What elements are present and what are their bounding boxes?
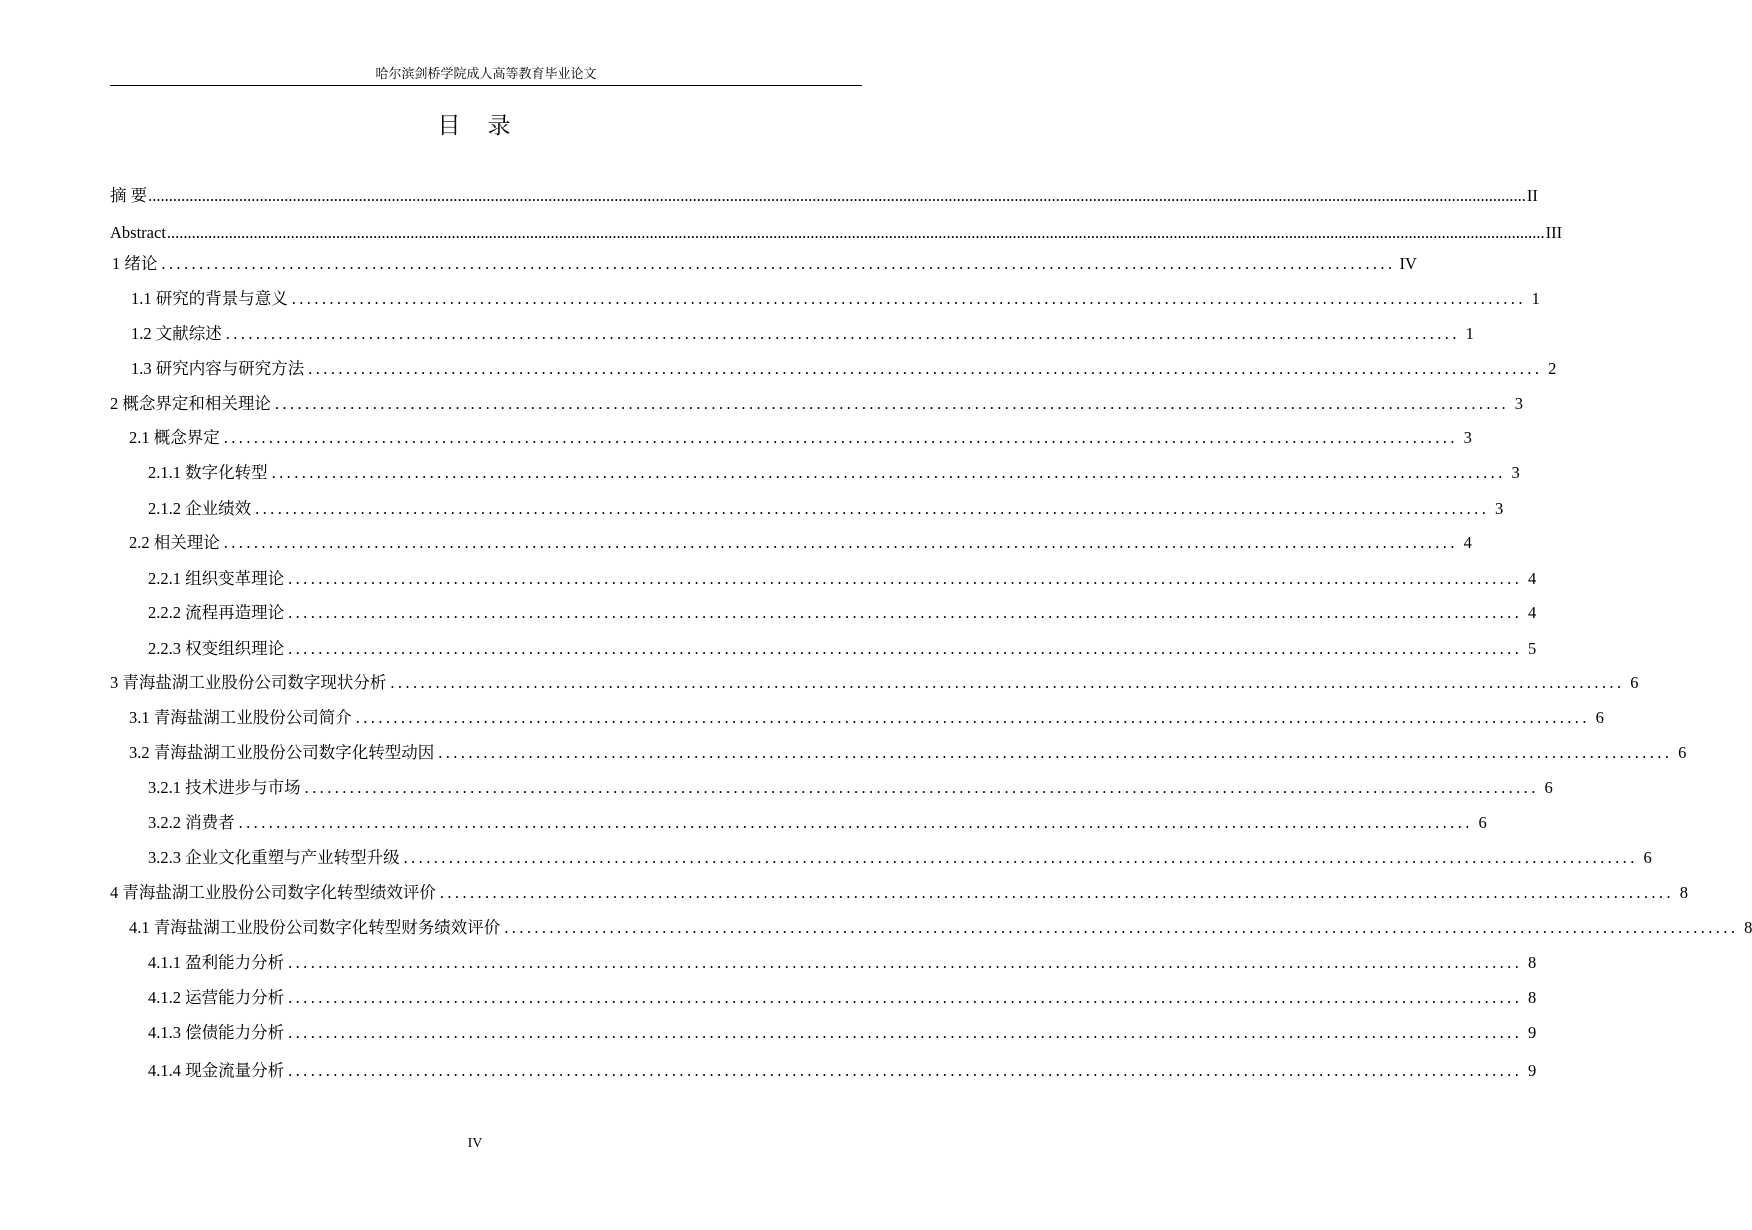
toc-entry-page: 3 bbox=[1514, 394, 1523, 413]
toc-leader: .................................................................................................................................................................... bbox=[288, 1061, 1523, 1080]
running-header: 哈尔滨剑桥学院成人高等教育毕业论文 bbox=[375, 66, 597, 81]
toc-entry[interactable] bbox=[112, 252, 1417, 276]
toc-entry-label: Abstract bbox=[110, 223, 166, 242]
toc-entry-page: 6 bbox=[1544, 778, 1553, 797]
toc-entry[interactable] bbox=[148, 1059, 1537, 1083]
toc-leader: .............................................................................................................................................................................................................................................................................................................................................. bbox=[166, 223, 1545, 242]
toc-entry-page: 1 bbox=[1531, 289, 1540, 308]
toc-entry[interactable] bbox=[110, 671, 1639, 695]
toc-entry[interactable] bbox=[129, 706, 1604, 730]
toc-leader: .................................................................................................................................................................... bbox=[223, 533, 1458, 552]
toc-entry-page: IV bbox=[1399, 254, 1417, 273]
toc-leader: .................................................................................................................................................................... bbox=[288, 988, 1523, 1007]
toc-entry[interactable] bbox=[148, 567, 1537, 591]
page-number: IV bbox=[467, 1136, 483, 1151]
toc-leader: .................................................................................................................................................................... bbox=[288, 569, 1523, 588]
toc-entry[interactable] bbox=[148, 1021, 1537, 1045]
toc-entry[interactable] bbox=[129, 741, 1687, 765]
toc-entry-page: 8 bbox=[1744, 918, 1752, 937]
toc-leader: .................................................................................................................................................................... bbox=[288, 1023, 1523, 1042]
toc-entry[interactable] bbox=[110, 221, 1563, 245]
toc-entry[interactable] bbox=[148, 951, 1537, 975]
toc-entry[interactable] bbox=[148, 986, 1537, 1010]
toc-entry[interactable] bbox=[129, 916, 1752, 940]
toc-entry-page: 8 bbox=[1527, 953, 1537, 972]
toc-entry-page: 9 bbox=[1527, 1061, 1537, 1080]
toc-leader: .................................................................................................................................................................... bbox=[288, 603, 1523, 622]
toc-leader: .............................................................................................................................................................................................................................................................................................................................................. bbox=[148, 186, 1526, 205]
toc-leader: .................................................................................................................................................................... bbox=[238, 813, 1473, 832]
toc-entry[interactable] bbox=[148, 637, 1537, 661]
toc-leader: .................................................................................................................................................................... bbox=[304, 778, 1539, 797]
toc-title: 目 录 bbox=[437, 113, 513, 138]
toc-leader: .................................................................................................................................................................... bbox=[355, 708, 1590, 727]
toc-entry-page: 9 bbox=[1527, 1023, 1537, 1042]
toc-entry-label: 2.2.3 权变组织理论 bbox=[148, 639, 285, 658]
toc-entry-label: 4.1.2 运营能力分析 bbox=[148, 988, 285, 1007]
toc-leader: .................................................................................................................................................................... bbox=[271, 463, 1506, 482]
toc-entry-page: 6 bbox=[1643, 848, 1652, 867]
toc-leader: .................................................................................................................................................................... bbox=[403, 848, 1638, 867]
toc-entry-page: III bbox=[1545, 223, 1563, 242]
toc-entry[interactable] bbox=[129, 426, 1472, 450]
toc-leader: .................................................................................................................................................................... bbox=[390, 673, 1625, 692]
toc-entry-page: 3 bbox=[1511, 463, 1520, 482]
toc-entry-label: 1.1 研究的背景与意义 bbox=[131, 289, 288, 308]
toc-entry-page: 4 bbox=[1527, 603, 1537, 622]
toc-entry[interactable] bbox=[129, 531, 1472, 555]
toc-entry[interactable] bbox=[148, 846, 1652, 870]
toc-entry-page: 8 bbox=[1679, 883, 1688, 902]
toc-entry-page: 3 bbox=[1463, 428, 1472, 447]
toc-entry-label: 4.1.1 盈利能力分析 bbox=[148, 953, 285, 972]
toc-entry-label: 3 青海盐湖工业股份公司数字现状分析 bbox=[110, 673, 387, 692]
toc-entry-label: 2.2.2 流程再造理论 bbox=[148, 603, 285, 622]
toc-entry-label: 2.1.2 企业绩效 bbox=[148, 499, 252, 518]
toc-leader: .................................................................................................................................................................... bbox=[223, 428, 1458, 447]
toc-entry-label: 2.2 相关理论 bbox=[129, 533, 220, 552]
toc-entry-page: 6 bbox=[1595, 708, 1604, 727]
toc-entry[interactable] bbox=[110, 184, 1538, 208]
toc-leader: .................................................................................................................................................................... bbox=[439, 883, 1674, 902]
toc-leader: .................................................................................................................................................................... bbox=[291, 289, 1526, 308]
toc-entry-page: 1 bbox=[1465, 324, 1474, 343]
toc-entry-label: 3.2.1 技术进步与市场 bbox=[148, 778, 301, 797]
toc-leader: .................................................................................................................................................................... bbox=[438, 743, 1673, 762]
toc-entry-label: 1.2 文献综述 bbox=[131, 324, 222, 343]
toc-entry[interactable] bbox=[131, 322, 1474, 346]
toc-entry-page: 3 bbox=[1494, 499, 1504, 518]
toc-leader: .................................................................................................................................................................... bbox=[504, 918, 1739, 937]
toc-entry-page: 5 bbox=[1527, 639, 1537, 658]
toc-leader: .................................................................................................................................................................... bbox=[288, 639, 1523, 658]
toc-leader: .................................................................................................................................................................... bbox=[288, 953, 1523, 972]
toc-entry-label: 1 绪论 bbox=[112, 254, 158, 273]
toc-leader: .................................................................................................................................................................... bbox=[225, 324, 1460, 343]
toc-leader: .................................................................................................................................................................... bbox=[308, 359, 1543, 378]
toc-entry-label: 4.1.4 现金流量分析 bbox=[148, 1061, 285, 1080]
toc-entry[interactable] bbox=[148, 811, 1487, 835]
toc-entry-page: 4 bbox=[1527, 569, 1537, 588]
toc-entry[interactable] bbox=[110, 881, 1688, 905]
toc-entry-page: 6 bbox=[1630, 673, 1639, 692]
toc-leader: .................................................................................................................................................................... bbox=[255, 499, 1490, 518]
toc-entry[interactable] bbox=[148, 601, 1537, 625]
toc-leader: .................................................................................................................................................................... bbox=[161, 254, 1396, 273]
toc-entry-page: 6 bbox=[1478, 813, 1487, 832]
toc-entry-label: 3.2.2 消费者 bbox=[148, 813, 235, 832]
toc-entry-label: 4.1.3 偿债能力分析 bbox=[148, 1023, 285, 1042]
toc-entry-label: 1.3 研究内容与研究方法 bbox=[131, 359, 305, 378]
toc-entry-label: 3.2 青海盐湖工业股份公司数字化转型动因 bbox=[129, 743, 435, 762]
toc-entry-label: 4.1 青海盐湖工业股份公司数字化转型财务绩效评价 bbox=[129, 918, 501, 937]
toc-entry-page: 4 bbox=[1463, 533, 1472, 552]
toc-entry[interactable] bbox=[148, 461, 1520, 485]
toc-entry[interactable] bbox=[131, 357, 1557, 381]
toc-entry-label: 2.2.1 组织变革理论 bbox=[148, 569, 285, 588]
toc-entry-label: 摘 要 bbox=[110, 186, 148, 205]
toc-entry-page: 8 bbox=[1527, 988, 1537, 1007]
toc-entry-label: 2 概念界定和相关理论 bbox=[110, 394, 271, 413]
toc-entry[interactable] bbox=[148, 497, 1504, 521]
header-rule bbox=[110, 85, 862, 86]
toc-entry-page: 2 bbox=[1548, 359, 1557, 378]
toc-entry[interactable] bbox=[110, 392, 1523, 416]
toc-entry-label: 2.1 概念界定 bbox=[129, 428, 220, 447]
toc-entry-label: 4 青海盐湖工业股份公司数字化转型绩效评价 bbox=[110, 883, 436, 902]
toc-leader: .................................................................................................................................................................... bbox=[274, 394, 1509, 413]
toc-entry-page: II bbox=[1526, 186, 1538, 205]
toc-entry[interactable] bbox=[148, 776, 1553, 800]
toc-entry-label: 2.1.1 数字化转型 bbox=[148, 463, 268, 482]
toc-entry-label: 3.1 青海盐湖工业股份公司简介 bbox=[129, 708, 352, 727]
toc-entry-page: 6 bbox=[1678, 743, 1687, 762]
toc-entry-label: 3.2.3 企业文化重塑与产业转型升级 bbox=[148, 848, 400, 867]
toc-entry[interactable] bbox=[131, 287, 1540, 311]
